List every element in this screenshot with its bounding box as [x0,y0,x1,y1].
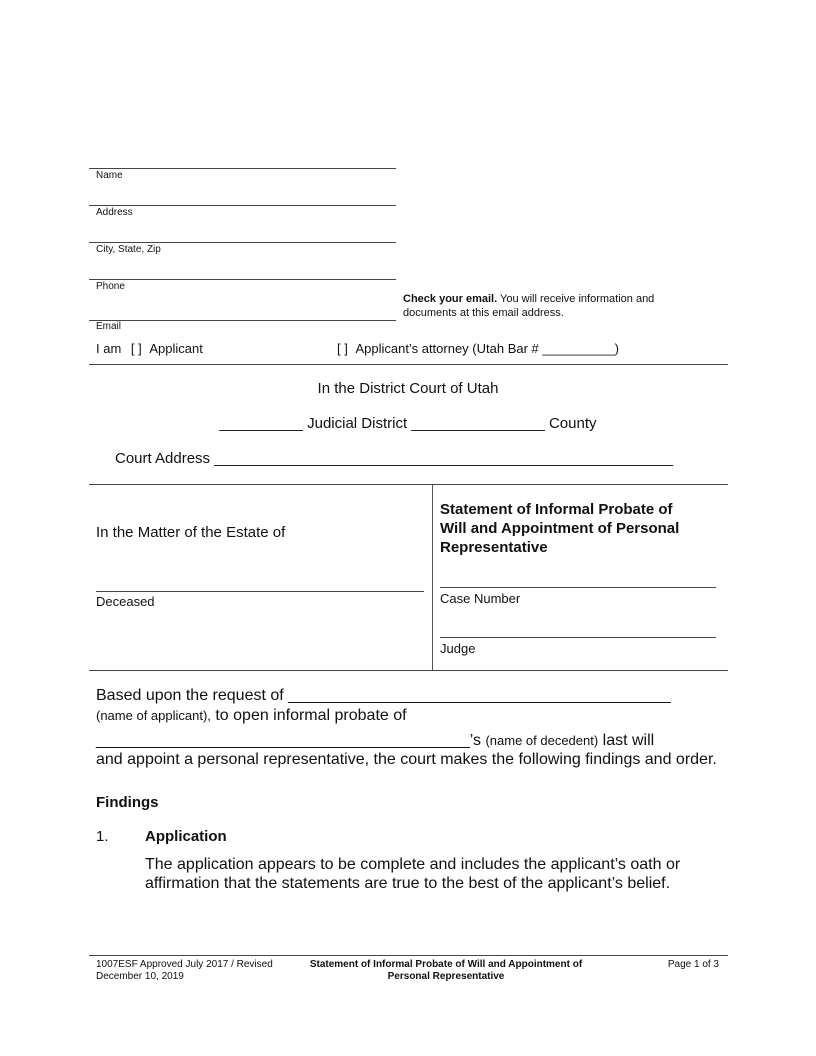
case-number-line[interactable] [440,587,716,588]
caption-divider [432,484,433,670]
check-email-note [403,292,703,320]
court-address-blank[interactable]: _______________________________________________________ [214,450,674,467]
attorney-label: Applicant’s attorney (Utah Bar # __________) [355,341,620,356]
judge-label: Judge [440,641,476,656]
deceased-name-line[interactable] [96,591,424,592]
court-title: In the District Court of Utah [317,380,499,397]
email-line[interactable] [89,320,396,321]
phone-line[interactable] [89,279,396,280]
document-title-line3: Representative [440,539,548,556]
check-email-bold: Check your email. [403,293,498,305]
item1-line2 [145,874,680,893]
item1-number: 1. [96,828,109,845]
name-of-applicant-hint: (name of applicant), [96,708,211,723]
footer-form-id-line1: 1007ESF Approved July 2017 / Revised [96,959,273,970]
name-line[interactable] [89,168,396,169]
item1-text [145,855,680,893]
caption-bottom-line [89,670,728,671]
intro-start: Based upon the request of [96,687,284,704]
estate-matter: In the Matter of the Estate of [96,524,286,541]
intro-line1 [96,687,671,705]
phone-label: Phone [96,281,125,292]
judge-line[interactable] [440,637,716,638]
deceased-label: Deceased [96,594,155,609]
email-label: Email [96,321,122,332]
attorney-row [337,341,619,356]
i-am-row [96,341,203,356]
district-blank[interactable]: __________ [219,415,303,432]
document-title [440,500,679,557]
intro-line3 [96,732,654,750]
intro-line4: and appoint a personal representative, the court makes the following findings and order. [96,751,717,768]
applicant-checkbox[interactable]: [ ] [130,341,142,356]
district-county-row [0,415,816,432]
footer-title [296,959,596,983]
county-label: County [548,415,597,432]
county-blank[interactable]: ________________ [411,415,545,432]
city-state-zip-line[interactable] [89,242,396,243]
footer-page-number: Page 1 of 3 [667,959,719,970]
check-email-line1: You will receive information and [497,293,655,305]
name-label: Name [96,170,123,181]
open-probate-text: to open informal probate of [210,707,407,724]
name-of-decedent-hint: (name of decedent) [485,733,599,748]
divider-top [89,364,728,365]
city-state-zip-label: City, State, Zip [96,244,161,255]
decedent-name-blank[interactable]: __________________________________________ [96,732,470,749]
district-label: Judicial District [307,415,408,432]
item1-line2-a: affirmation [145,875,220,892]
footer-line [89,955,728,956]
footer-title-line1: Statement of Informal Probate of Will and Appointment of [309,959,583,970]
address-line[interactable] [89,205,396,206]
court-address-row [115,450,673,467]
footer-form-id-line2: December 10, 2019 [96,971,184,982]
item1-line2-b: that the statements are true to the best of the applicant’s belief. [219,875,671,892]
document-title-line2: Will and Appointment of Personal [440,520,680,537]
attorney-checkbox[interactable]: [ ] [337,341,348,356]
item1-line1: The application appears to be complete and includes the applicant’s oath or [145,856,681,873]
caption-top-line [89,484,728,485]
last-will-text: last will [598,732,655,749]
footer-form-id [96,959,273,983]
footer-title-line2: Personal Representative [387,971,505,982]
intro-line2 [96,707,407,725]
findings-heading: Findings [96,794,159,811]
applicant-name-blank[interactable]: ___________________________________________ [288,687,671,704]
case-number-label: Case Number [440,591,521,606]
document-title-line1: Statement of Informal Probate of [440,501,673,518]
address-label: Address [96,207,133,218]
court-address-label: Court Address [115,450,211,467]
i-am-label: I am [96,341,122,356]
apostrophe-s: ’s [469,732,481,749]
applicant-label: Applicant [149,341,203,356]
item1-heading: Application [145,828,227,845]
check-email-line2: documents at this email address. [403,307,564,319]
